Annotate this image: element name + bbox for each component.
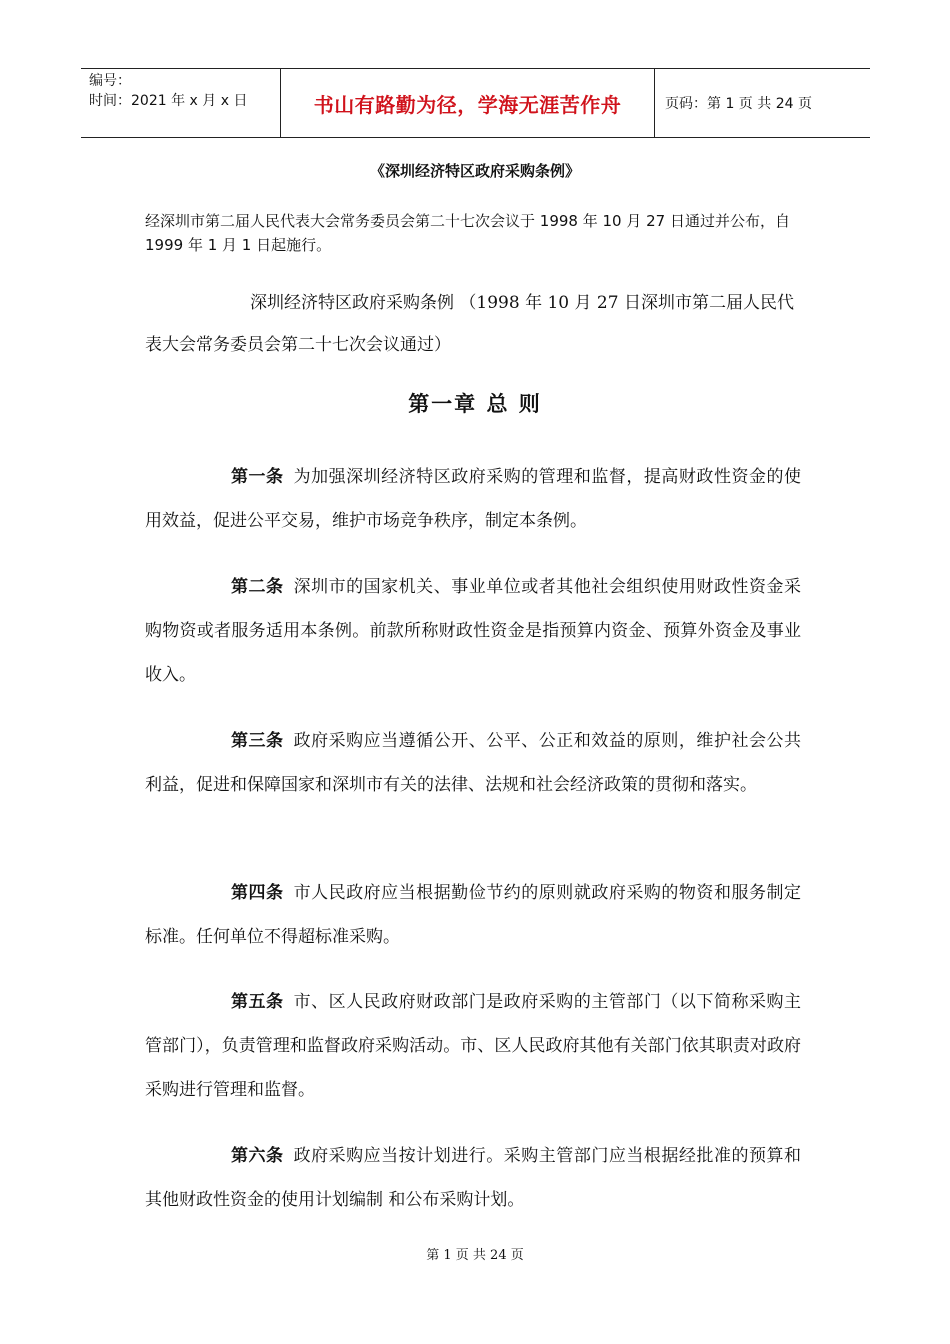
article-5 [145, 980, 801, 1112]
date-label: 时间：2021 年 x 月 x 日 [89, 93, 248, 109]
article-text: 为加强深圳经济特区政府采购的管理和监督，提高财政性资金的使用效益，促进公平交易，维护市场竞争秩序，制定本条例。 [145, 467, 802, 531]
article-label: 第二条 [231, 577, 284, 597]
header-motto: 书山有路勤为径，学海无涯苦作舟 [281, 69, 655, 137]
page-header [81, 68, 870, 138]
article-text: 深圳市的国家机关、事业单位或者其他社会组织使用财政性资金采购物资或者服务适用本条例。前款所称财政性资金是指预算内资金、预算外资金及事业收入。 [145, 577, 802, 685]
article-3 [145, 719, 801, 807]
article-text: 市、区人民政府财政部门是政府采购的主管部门（以下简称采购主管部门），负责管理和监督政府采购活动。市、区人民政府其他有关部门依其职责对政府采购进行管理和监督。 [145, 992, 802, 1100]
article-label: 第四条 [231, 883, 284, 903]
subtitle-paragraph: 深圳经济特区政府采购条例 （1998 年 10 月 27 日深圳市第二届人民代表大会常务委员会第二十七次会议通过） [145, 293, 794, 355]
article-label: 第三条 [231, 731, 284, 751]
article-label: 第六条 [231, 1146, 284, 1166]
article-text: 政府采购应当按计划进行。采购主管部门应当根据经批准的预算和其他财政性资金的使用计划编制 和公布采购计划。 [145, 1146, 802, 1210]
article-2 [145, 565, 801, 697]
article-label: 第一条 [231, 467, 284, 487]
serial-number-label: 编号： [89, 73, 131, 89]
chapter-heading: 第一章 总 则 [408, 391, 542, 416]
header-meta [81, 69, 281, 137]
article-text: 政府采购应当遵循公开、公平、公正和效益的原则，维护社会公共利益，促进和保障国家和深圳市有关的法律、法规和社会经济政策的贯彻和落实。 [145, 731, 802, 795]
article-6 [145, 1134, 801, 1222]
article-text: 市人民政府应当根据勤俭节约的原则就政府采购的物资和服务制定标准。任何单位不得超标准采购。 [145, 883, 802, 947]
article-4 [145, 871, 801, 959]
header-page-info: 页码：第 1 页 共 24 页 [665, 96, 812, 112]
intro-paragraph: 经深圳市第二届人民代表大会常务委员会第二十七次会议于 1998 年 10 月 27 日通过并公布，自 1999 年 1 月 1 日起施行。 [145, 212, 790, 254]
page-footer: 第 1 页 共 24 页 [426, 1248, 524, 1263]
document-title: 《深圳经济特区政府采购条例》 [369, 162, 580, 180]
article-1 [145, 455, 801, 543]
article-label: 第五条 [231, 992, 284, 1012]
